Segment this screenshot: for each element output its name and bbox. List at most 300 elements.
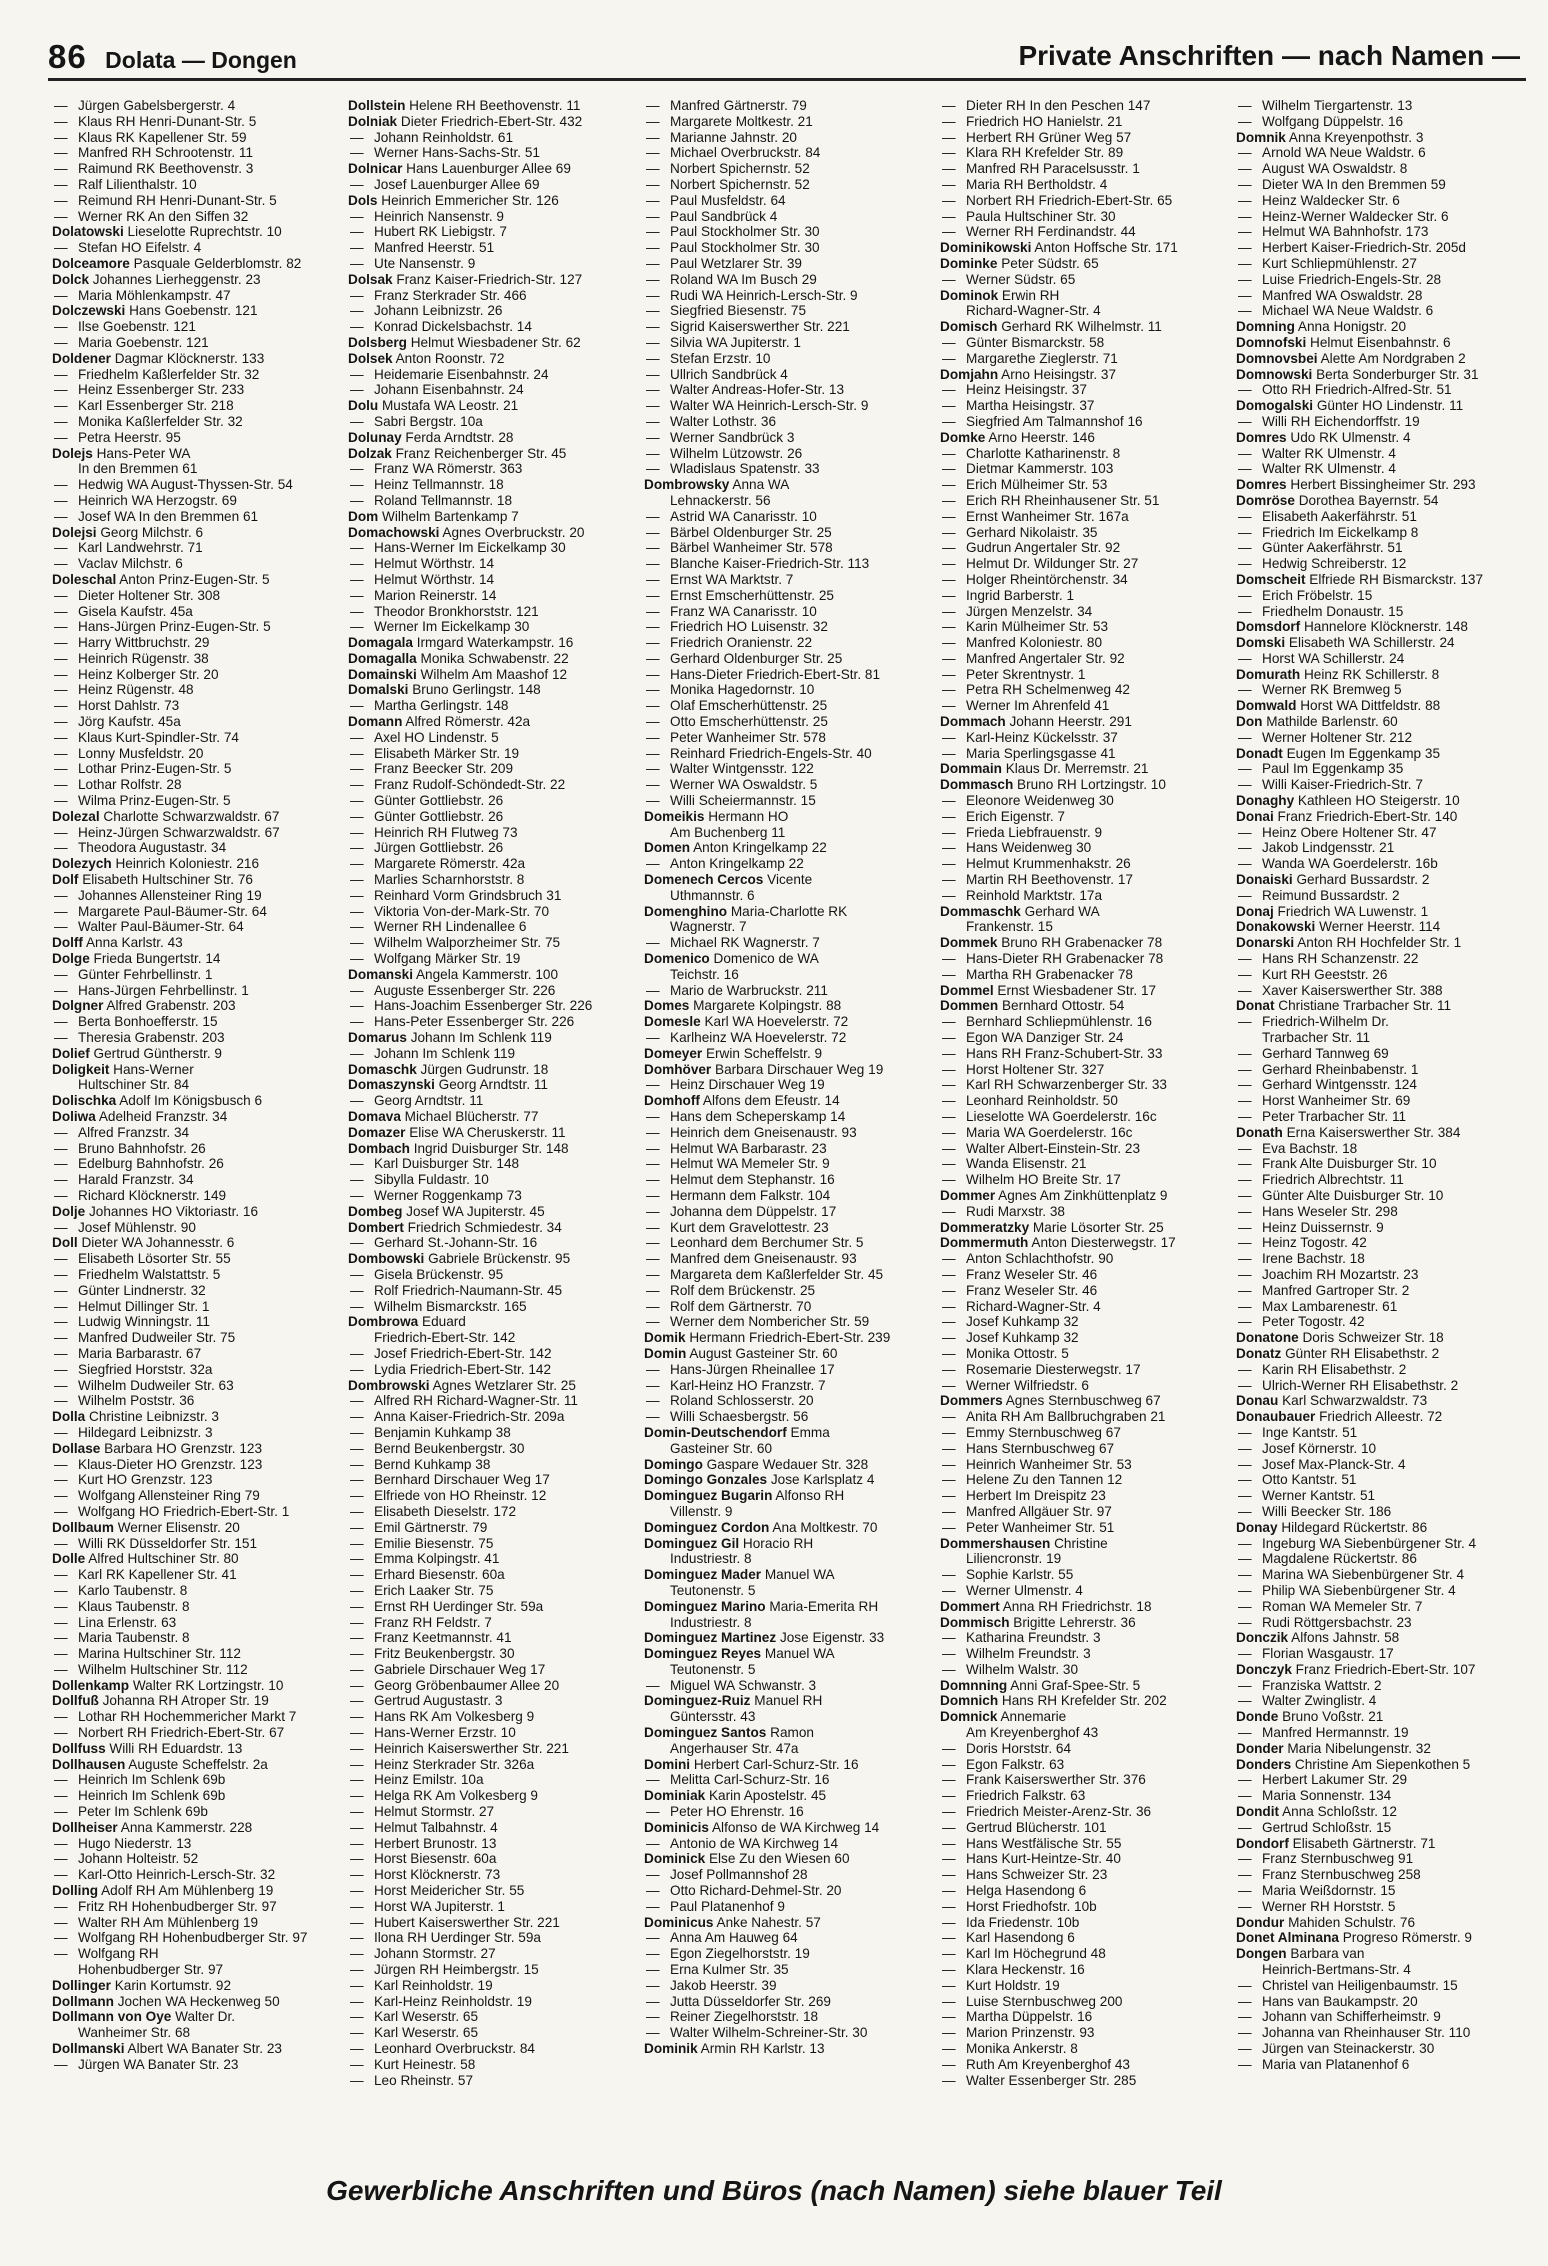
sub-entry: — Theodora Augustastr. 34 <box>52 840 336 856</box>
surname-entry <box>940 714 1224 730</box>
entry-details: Klaus Dr. Merremstr. 21 <box>1001 761 1149 777</box>
entry-details: Armin RH Karlstr. 13 <box>697 2041 825 2057</box>
surname-entry <box>348 193 632 209</box>
entry-details: Vicente <box>763 872 813 888</box>
surname: Dommek <box>940 935 998 951</box>
surname-entry <box>348 1062 632 1078</box>
sub-entry: — Heinz Dirschauer Weg 19 <box>644 1077 928 1093</box>
entry-details: Alfons dem Efeustr. 14 <box>699 1093 840 1109</box>
surname-entry <box>644 1488 928 1504</box>
sub-entry: — Helmut Dr. Wildunger Str. 27 <box>940 556 1224 572</box>
sub-entry: — Klaus-Dieter HO Grenzstr. 123 <box>52 1457 336 1473</box>
sub-entry: — Leonhard Overbruckstr. 84 <box>348 2041 632 2057</box>
entry-details: Anton Diesterwegstr. 17 <box>1028 1235 1176 1251</box>
sub-entry: — Walter Wilhelm-Schreiner-Str. 30 <box>644 2025 928 2041</box>
continuation-line: Industriestr. 8 <box>670 1551 752 1567</box>
sub-entry: — Karl-Otto Heinrich-Lersch-Str. 32 <box>52 1867 336 1883</box>
sub-entry: — Johannes Allensteiner Ring 19 <box>52 888 336 904</box>
surname-entry <box>1236 1757 1520 1773</box>
surname-entry <box>348 967 632 983</box>
sub-entry: — Hans Weseler Str. 298 <box>1236 1204 1520 1220</box>
entry-details: Hans Lauenburger Allee 69 <box>402 161 571 177</box>
surname: Dolunay <box>348 429 402 445</box>
sub-entry: — Wanda Elisenstr. 21 <box>940 1156 1224 1172</box>
sub-entry: — Friedhelm Walstattstr. 5 <box>52 1267 336 1283</box>
surname: Dondur <box>1236 1914 1285 1930</box>
sub-entry: — Rolf Friedrich-Naumann-Str. 45 <box>348 1283 632 1299</box>
sub-entry: — Franz Weseler Str. 46 <box>940 1267 1224 1283</box>
entry-details: Johannes Lierheggenstr. 23 <box>89 271 261 287</box>
sub-entry: — Manfred Heerstr. 51 <box>348 240 632 256</box>
sub-entry: — Werner Ulmenstr. 4 <box>940 1583 1224 1599</box>
sub-entry: — Siegfried Biesenstr. 75 <box>644 303 928 319</box>
sub-entry: — August WA Oswaldstr. 8 <box>1236 161 1520 177</box>
sub-entry: — Ilona RH Uerdinger Str. 59a <box>348 1930 632 1946</box>
surname-entry <box>52 1978 336 1994</box>
sub-entry: — Horst Klöcknerstr. 73 <box>348 1867 632 1883</box>
sub-entry: — Werner Roggenkamp 73 <box>348 1188 632 1204</box>
surname-entry <box>52 1520 336 1536</box>
entry-details: Alfons Jahnstr. 58 <box>1288 1630 1400 1646</box>
surname: Domarus <box>348 1030 407 1046</box>
sub-entry: — Otto Emscherhüttenstr. 25 <box>644 714 928 730</box>
entry-details: Erwin Scheffelstr. 9 <box>702 1045 823 1061</box>
sub-entry: — Johann Im Schlenk 119 <box>348 1046 632 1062</box>
sub-entry: — Maria van Platanenhof 6 <box>1236 2057 1520 2073</box>
sub-entry: — Bernhard Schliepmühlenstr. 16 <box>940 1014 1224 1030</box>
entry-details: Eugen Im Eggenkamp 35 <box>1282 745 1441 761</box>
sub-entry: — Manfred Koloniestr. 80 <box>940 635 1224 651</box>
sub-entry: — Jörg Kaufstr. 45a <box>52 714 336 730</box>
entry-details: Franz Friedrich-Ebert-Str. 107 <box>1291 1661 1476 1677</box>
surname: Domingo <box>644 1456 703 1472</box>
surname: Dollfuß <box>52 1693 99 1709</box>
surname: Domnofski <box>1236 334 1307 350</box>
entry-details: Ferda Arndtstr. 28 <box>401 429 514 445</box>
entry-details: Gerhard RK Wilhelmstr. 11 <box>997 319 1162 335</box>
page-number: 86 <box>48 38 87 75</box>
sub-entry: — Margarethe Zieglerstr. 71 <box>940 351 1224 367</box>
sub-entry: — Hans van Baukampstr. 20 <box>1236 1994 1520 2010</box>
surname-entry <box>52 856 336 872</box>
sub-entry: — Klara Heckenstr. 16 <box>940 1962 1224 1978</box>
surname-entry <box>348 98 632 114</box>
sub-entry: — Emmy Sternbuschweg 67 <box>940 1425 1224 1441</box>
surname: Dommaschk <box>940 903 1021 919</box>
surname-entry <box>644 872 928 888</box>
surname-entry <box>644 2041 928 2057</box>
sub-entry: — Wilma Prinz-Eugen-Str. 5 <box>52 793 336 809</box>
entry-details: Jose Karlsplatz 4 <box>767 1472 875 1488</box>
surname-entry <box>52 1046 336 1062</box>
surname: Doldener <box>52 350 111 366</box>
sub-entry: — Wladislaus Spatenstr. 33 <box>644 461 928 477</box>
sub-entry: — Jürgen RH Heimbergstr. 15 <box>348 1962 632 1978</box>
sub-entry: — Monika Ottostr. 5 <box>940 1346 1224 1362</box>
sub-entry: — Wilhelm Freundstr. 3 <box>940 1646 1224 1662</box>
sub-entry: — Josef Kuhkamp 32 <box>940 1330 1224 1346</box>
sub-entry: — Ingrid Barberstr. 1 <box>940 588 1224 604</box>
sub-entry: — Helmut dem Stephanstr. 16 <box>644 1172 928 1188</box>
sub-entry: — Walter RK Ulmenstr. 4 <box>1236 446 1520 462</box>
surname: Dolf <box>52 872 79 888</box>
entry-details: Johanna RH Atroper Str. 19 <box>98 1693 269 1709</box>
sub-entry: — Astrid WA Canarisstr. 10 <box>644 509 928 525</box>
surname-entry <box>348 1378 632 1394</box>
sub-entry: — Werner RH Lindenallee 6 <box>348 919 632 935</box>
sub-entry: — Hans RH Franz-Schubert-Str. 33 <box>940 1046 1224 1062</box>
surname: Dolgner <box>52 998 104 1014</box>
entry-details: Günter RH Elisabethstr. 2 <box>1281 1345 1440 1361</box>
surname-entry <box>52 1693 336 1709</box>
surname: Domenech Cercos <box>644 872 764 888</box>
sub-entry: — Friedrich Im Eickelkamp 8 <box>1236 525 1520 541</box>
entry-details: Anna Honigstr. 20 <box>1294 319 1406 335</box>
sub-entry: — Elisabeth Märker Str. 19 <box>348 746 632 762</box>
sub-entry: — Walter Essenberger Str. 285 <box>940 2073 1224 2089</box>
directory-column-5 <box>1236 98 1520 2143</box>
sub-entry: — Paula Hultschiner Str. 30 <box>940 209 1224 225</box>
surname-entry <box>52 1994 336 2010</box>
sub-entry: — Ernst Wanheimer Str. 167a <box>940 509 1224 525</box>
entry-details: Udo RK Ulmenstr. 4 <box>1286 429 1411 445</box>
sub-entry: — Heinz Togostr. 42 <box>1236 1235 1520 1251</box>
surname: Dollheiser <box>52 1819 118 1835</box>
surname-entry <box>1236 793 1520 809</box>
entry-details: Eduard <box>418 1314 466 1330</box>
surname: Dollmann <box>52 1993 114 2009</box>
surname-entry <box>52 2009 336 2025</box>
surname-entry <box>644 1788 928 1804</box>
surname: Domenico <box>644 951 710 967</box>
surname-entry <box>1236 1915 1520 1931</box>
surname: Domhöver <box>644 1061 712 1077</box>
surname: Donatone <box>1236 1330 1299 1346</box>
entry-details: Mahiden Schulstr. 76 <box>1284 1914 1416 1930</box>
sub-entry: — Peter Trarbacher Str. 11 <box>1236 1109 1520 1125</box>
sub-entry: — Manfred Angertaler Str. 92 <box>940 651 1224 667</box>
sub-entry: — Klaus Kurt-Spindler-Str. 74 <box>52 730 336 746</box>
sub-entry: — Wilhelm Walporzheimer Str. 75 <box>348 935 632 951</box>
surname-entry <box>348 1125 632 1141</box>
surname: Domeikis <box>644 808 705 824</box>
sub-entry: — Gisela Brückenstr. 95 <box>348 1267 632 1283</box>
sub-entry: — Margareta dem Kaßlerfelder Str. 45 <box>644 1267 928 1283</box>
surname: Dolla <box>52 1409 86 1425</box>
continuation-line: Uthmannstr. 6 <box>670 887 755 903</box>
sub-entry: — Maria Goebenstr. 121 <box>52 335 336 351</box>
entry-details: Dieter Friedrich-Ebert-Str. 432 <box>397 113 583 129</box>
sub-entry: — Manfred Allgäuer Str. 97 <box>940 1504 1224 1520</box>
surname: Domingo Gonzales <box>644 1472 768 1488</box>
surname: Dolatowski <box>52 224 124 240</box>
entry-details: Alfred Hultschiner Str. 80 <box>85 1551 239 1567</box>
sub-entry: — Lieselotte WA Goerdelerstr. 16c <box>940 1109 1224 1125</box>
sub-entry: — Silvia WA Jupiterstr. 1 <box>644 335 928 351</box>
sub-entry: — Margarete Römerstr. 42a <box>348 856 632 872</box>
entry-details: Anton Roonstr. 72 <box>392 350 505 366</box>
surname-entry <box>348 525 632 541</box>
surname-entry <box>644 1599 928 1615</box>
sub-entry: — Dieter WA In den Bremmen 59 <box>1236 177 1520 193</box>
entry-details: Hans Goebenstr. 121 <box>125 303 258 319</box>
sub-entry: — Christel van Heiligenbaumstr. 15 <box>1236 1978 1520 1994</box>
sub-entry: — Gisela Kaufstr. 45a <box>52 604 336 620</box>
surname-entry <box>348 714 632 730</box>
surname: Dolischka <box>52 1093 117 1109</box>
surname: Domning <box>1236 319 1295 335</box>
sub-entry: — Franz Sterkrader Str. 466 <box>348 288 632 304</box>
sub-entry: — Arnold WA Neue Waldstr. 6 <box>1236 145 1520 161</box>
entry-details: Gabriele Brückenstr. 95 <box>424 1251 571 1267</box>
sub-entry: — Michael Overbruckstr. 84 <box>644 145 928 161</box>
surname: Dominiak <box>644 1788 706 1804</box>
sub-entry: — Maria Sperlingsgasse 41 <box>940 746 1224 762</box>
sub-entry: — Werner Sandbrück 3 <box>644 430 928 446</box>
entry-details: Herbert Bissingheimer Str. 293 <box>1286 477 1476 493</box>
surname: Dolff <box>52 935 83 951</box>
surname: Donaubauer <box>1236 1409 1316 1425</box>
surname-entry <box>52 446 336 462</box>
sub-entry: — Karin RH Elisabethstr. 2 <box>1236 1362 1520 1378</box>
sub-entry: — Michael WA Neue Waldstr. 6 <box>1236 303 1520 319</box>
surname: Donay <box>1236 1519 1278 1535</box>
surname-entry <box>644 951 928 967</box>
entry-details: Brigitte Lehrerstr. 36 <box>1009 1614 1136 1630</box>
surname: Dominicus <box>644 1914 714 1930</box>
sub-entry: — Gabriele Dirschauer Weg 17 <box>348 1662 632 1678</box>
sub-entry: — Elisabeth Dieselstr. 172 <box>348 1504 632 1520</box>
surname: Donarski <box>1236 935 1295 951</box>
sub-entry: — Klaus RK Kapellener Str. 59 <box>52 130 336 146</box>
entry-details: Hannelore Klöcknerstr. 148 <box>1300 619 1468 635</box>
surname-entry <box>52 1757 336 1773</box>
sub-entry: — Werner Im Ahrenfeld 41 <box>940 698 1224 714</box>
sub-entry: — Erich RH Rheinhausener Str. 51 <box>940 493 1224 509</box>
entry-details: Arno Heisingstr. 37 <box>998 366 1117 382</box>
entry-details: Marie Lösorter Str. 25 <box>1029 1219 1164 1235</box>
page-name-range: Dolata — Dongen <box>105 47 297 73</box>
surname: Domaschk <box>348 1061 417 1077</box>
sub-entry: — Sibylla Fuldastr. 10 <box>348 1172 632 1188</box>
sub-entry: — Josef Mühlenstr. 90 <box>52 1220 336 1236</box>
sub-entry: — Horst Biesenstr. 60a <box>348 1851 632 1867</box>
sub-entry: — Herbert Kaiser-Friedrich-Str. 205d <box>1236 240 1520 256</box>
sub-entry: — Kurt RH Geeststr. 26 <box>1236 967 1520 983</box>
surname-entry <box>1236 667 1520 683</box>
sub-entry: — Günter Fehrbellinstr. 1 <box>52 967 336 983</box>
surname-entry <box>940 288 1224 304</box>
sub-entry: — Lydia Friedrich-Ebert-Str. 142 <box>348 1362 632 1378</box>
sub-entry: — Vaclav Milchstr. 6 <box>52 556 336 572</box>
sub-entry: — Werner RH Horststr. 5 <box>1236 1899 1520 1915</box>
surname: Dolge <box>52 951 90 967</box>
surname: Doligkeit <box>52 1061 110 1077</box>
sub-entry: — Bärbel Oldenburger Str. 25 <box>644 525 928 541</box>
sub-entry: — Hans-Werner Im Eickelkamp 30 <box>348 540 632 556</box>
surname-entry <box>940 1599 1224 1615</box>
sub-entry: — Horst Friedhofstr. 10b <box>940 1899 1224 1915</box>
surname: Domwald <box>1236 698 1297 714</box>
surname-entry <box>1236 998 1520 1014</box>
entry-details: Ernst Wiesbadener Str. 17 <box>993 982 1157 998</box>
sub-entry: — Alfred Franzstr. 34 <box>52 1125 336 1141</box>
surname-entry <box>644 1851 928 1867</box>
sub-entry: — Theresia Grabenstr. 203 <box>52 1030 336 1046</box>
sub-entry: — Gertrud Blücherstr. 101 <box>940 1820 1224 1836</box>
sub-entry: — Wilhelm Poststr. 36 <box>52 1393 336 1409</box>
sub-entry: — Marina Hultschiner Str. 112 <box>52 1646 336 1662</box>
entry-details: Hans RH Krefelder Str. 202 <box>998 1693 1167 1709</box>
continuation-line: Am Kreyenberghof 43 <box>966 1725 1099 1741</box>
sub-entry: — Hans-Dieter RH Grabenacker 78 <box>940 951 1224 967</box>
surname: Domröse <box>1236 492 1295 508</box>
surname: Dolceamore <box>52 255 130 271</box>
sub-entry: — Otto Kantstr. 51 <box>1236 1472 1520 1488</box>
sub-entry: — Karl Duisburger Str. 148 <box>348 1156 632 1172</box>
surname: Dollbaum <box>52 1519 114 1535</box>
surname: Don <box>1236 714 1263 730</box>
entry-details: Gerhard WA <box>1020 903 1100 919</box>
sub-entry: — Friedrich Falkstr. 63 <box>940 1788 1224 1804</box>
entry-details: Elfriede RH Bismarckstr. 137 <box>1305 571 1484 587</box>
sub-entry: — Fritz Beukenbergstr. 30 <box>348 1646 632 1662</box>
surname: Domsdorf <box>1236 619 1301 635</box>
sub-entry: — Heinz-Jürgen Schwarzwaldstr. 67 <box>52 825 336 841</box>
sub-entry: — Paul Stockholmer Str. 30 <box>644 240 928 256</box>
continuation-line: Liliencronstr. 19 <box>966 1551 1062 1567</box>
sub-entry: — Günter Gottliebstr. 26 <box>348 793 632 809</box>
sub-entry: — Johann Leibnizstr. 26 <box>348 303 632 319</box>
surname: Domenghino <box>644 903 728 919</box>
surname: Dominguez Martinez <box>644 1630 777 1646</box>
sub-entry: — Günter Bismarckstr. 58 <box>940 335 1224 351</box>
surname: Dolle <box>52 1551 86 1567</box>
sub-entry: — Dieter RH In den Peschen 147 <box>940 98 1224 114</box>
surname: Dollase <box>52 1440 101 1456</box>
surname-entry <box>1236 1741 1520 1757</box>
surname: Dolezych <box>52 856 112 872</box>
surname-entry <box>348 1220 632 1236</box>
sub-entry: — Helmut Talbahnstr. 4 <box>348 1820 632 1836</box>
sub-entry: — Hedwig Schreiberstr. 12 <box>1236 556 1520 572</box>
sub-entry: — Georg Arndtstr. 11 <box>348 1093 632 1109</box>
entry-details: Hermann HO <box>704 808 789 824</box>
entry-details: Alfred Grabenstr. 203 <box>103 998 236 1014</box>
surname: Dolnicar <box>348 161 403 177</box>
sub-entry: — Herbert Lakumer Str. 29 <box>1236 1772 1520 1788</box>
surname-entry <box>1236 809 1520 825</box>
sub-entry: — Bernd Kuhkamp 38 <box>348 1457 632 1473</box>
surname: Dominguez Reyes <box>644 1646 762 1662</box>
surname: Dongen <box>1236 1946 1287 1962</box>
sub-entry: — Ilse Goebenstr. 121 <box>52 319 336 335</box>
sub-entry: — Heinz Emilstr. 10a <box>348 1772 632 1788</box>
surname: Donaghy <box>1236 793 1295 809</box>
surname: Dolsek <box>348 350 393 366</box>
sub-entry: — Harry Wittbruchstr. 29 <box>52 635 336 651</box>
sub-entry: — Walter WA Heinrich-Lersch-Str. 9 <box>644 398 928 414</box>
surname: Dominguez Marino <box>644 1598 766 1614</box>
sub-entry: — Frank Kaiserswerther Str. 376 <box>940 1772 1224 1788</box>
sub-entry: — Walter Albert-Einstein-Str. 23 <box>940 1141 1224 1157</box>
sub-entry: — Helmut WA Memeler Str. 9 <box>644 1156 928 1172</box>
sub-entry: — Hedwig WA August-Thyssen-Str. 54 <box>52 477 336 493</box>
entry-details: Elisabeth WA Schillerstr. 24 <box>1285 635 1455 651</box>
sub-entry: — Margarete Paul-Bäumer-Str. 64 <box>52 904 336 920</box>
sub-entry: — Kurt Holdstr. 19 <box>940 1978 1224 1994</box>
surname-entry <box>1236 1520 1520 1536</box>
sub-entry: — Hans Westfälische Str. 55 <box>940 1836 1224 1852</box>
sub-entry: — Siegfried Am Talmannshof 16 <box>940 414 1224 430</box>
surname: Dolu <box>348 398 379 414</box>
sub-entry: — Wilhelm Tiergartenstr. 13 <box>1236 98 1520 114</box>
surname-entry <box>52 572 336 588</box>
surname: Domnovsbei <box>1236 350 1318 366</box>
entry-details: Herbert Carl-Schurz-Str. 16 <box>690 1756 859 1772</box>
sub-entry: — Ulrich-Werner RH Elisabethstr. 2 <box>1236 1378 1520 1394</box>
surname: Domogalski <box>1236 398 1314 414</box>
continuation-line: Friedrich-Ebert-Str. 142 <box>374 1330 516 1346</box>
entry-details: Auguste Scheffelstr. 2a <box>125 1756 268 1772</box>
sub-entry: — Luise Sternbuschweg 200 <box>940 1994 1224 2010</box>
sub-entry: — Marion Reinerstr. 14 <box>348 588 632 604</box>
surname-entry <box>1236 1393 1520 1409</box>
entry-details: Dieter WA Johannesstr. 6 <box>77 1235 235 1251</box>
continuation-line: Gasteiner Str. 60 <box>670 1440 773 1456</box>
entry-details: Charlotte Schwarzwaldstr. 67 <box>99 808 280 824</box>
sub-entry: — Peter Wanheimer Str. 51 <box>940 1520 1224 1536</box>
surname: Dondorf <box>1236 1835 1289 1851</box>
surname: Dommen <box>940 998 999 1014</box>
surname: Dominguez-Ruiz <box>644 1693 751 1709</box>
surname: Domnning <box>940 1677 1008 1693</box>
sub-entry: — Paul Sandbrück 4 <box>644 209 928 225</box>
header-left <box>48 38 297 76</box>
surname-entry <box>940 983 1224 999</box>
surname-entry <box>644 809 928 825</box>
sub-entry: — Johanna van Rheinhauser Str. 110 <box>1236 2025 1520 2041</box>
surname: Dolzak <box>348 445 392 461</box>
surname-entry <box>940 1536 1224 1552</box>
surname-entry <box>52 1883 336 1899</box>
sub-entry: — Manfred WA Oswaldstr. 28 <box>1236 288 1520 304</box>
surname-entry <box>1236 904 1520 920</box>
surname-entry <box>1236 714 1520 730</box>
sub-entry: — Werner Hans-Sachs-Str. 51 <box>348 145 632 161</box>
entry-details: Johann Heerstr. 291 <box>1005 714 1132 730</box>
sub-entry: — Heinrich Nansenstr. 9 <box>348 209 632 225</box>
sub-entry: — Karl-Heinz Reinholdstr. 19 <box>348 1994 632 2010</box>
sub-entry: — Manfred Dudweiler Str. 75 <box>52 1330 336 1346</box>
entry-details: Johannes HO Viktoriastr. 16 <box>85 1203 259 1219</box>
sub-entry: — Klaus RH Henri-Dunant-Str. 5 <box>52 114 336 130</box>
surname: Domen <box>644 840 691 856</box>
surname-entry <box>644 840 928 856</box>
sub-entry: — Bernd Beukenbergstr. 30 <box>348 1441 632 1457</box>
entry-details: Willi RH Eduardstr. 13 <box>105 1740 243 1756</box>
sub-entry: — Heinrich Rügenstr. 38 <box>52 651 336 667</box>
entry-details: Progreso Römerstr. 9 <box>1338 1930 1472 1946</box>
sub-entry: — Helmut WA Barbarastr. 23 <box>644 1141 928 1157</box>
sub-entry: — Olaf Emscherhüttenstr. 25 <box>644 698 928 714</box>
surname-entry <box>348 335 632 351</box>
entry-details: Günter HO Lindenstr. 11 <box>1313 398 1464 414</box>
sub-entry: — Helga Hasendong 6 <box>940 1883 1224 1899</box>
sub-entry: — Mario de Warbruckstr. 211 <box>644 983 928 999</box>
sub-entry: — Franz Sternbuschweg 258 <box>1236 1867 1520 1883</box>
directory-column-4 <box>940 98 1224 2143</box>
